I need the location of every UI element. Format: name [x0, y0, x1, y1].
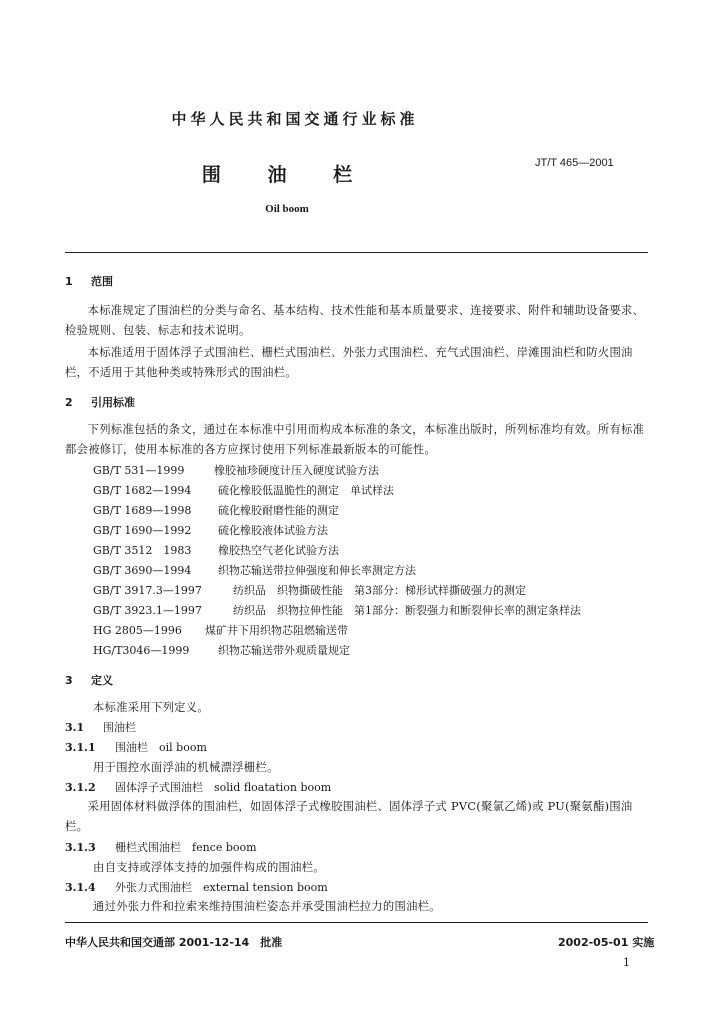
definition-heading [65, 839, 257, 855]
header-divider [65, 252, 648, 253]
reference-item [93, 482, 394, 498]
reference-code: HG 2805—1996 [93, 624, 182, 637]
definition-heading [65, 719, 136, 735]
standard-org-title: 中华人民共和国交通行业标准 [171, 110, 419, 128]
section-2-heading [65, 394, 135, 410]
footer-divider [65, 922, 648, 923]
reference-item [93, 462, 379, 478]
effective-date: 2002-05-01 实施 [558, 936, 655, 949]
reference-title: 煤矿井下用织物芯阻燃输送带 [205, 624, 348, 637]
section-number: 2 [65, 396, 73, 409]
definition-text: 由自支持或浮体支持的加强件构成的围油栏。 [93, 861, 325, 874]
reference-item [93, 582, 526, 598]
reference-title: 硫化橡胶低温脆性的测定 单试样法 [218, 484, 394, 497]
page-number: 1 [623, 956, 630, 969]
definition-title: 固体浮子式围油栏 solid floatation boom [115, 781, 332, 794]
section-1-paragraph-1: 本标准规定了围油栏的分类与命名、基本结构、技术性能和基本质量要求、连接要求、附件和辅助设备要求、检验规则、包装、标志和技术说明。 [65, 304, 645, 337]
definition-text: 通过外张力件和拉索来维持围油栏姿态并承受围油栏拉力的围油栏。 [93, 900, 441, 913]
reference-code: GB/T 3690—1994 [93, 564, 192, 577]
reference-title: 橡胶热空气老化试验方法 [218, 544, 339, 557]
reference-item [93, 642, 350, 658]
definition-number: 3.1.3 [65, 841, 96, 854]
definition-number: 3.1 [65, 721, 85, 734]
definition-heading [65, 879, 328, 895]
reference-item [93, 562, 416, 578]
section-number: 3 [65, 674, 73, 687]
reference-code: GB/T 1682—1994 [93, 484, 192, 497]
section-title: 定义 [91, 674, 113, 687]
reference-code: GB/T 3923.1—1997 [93, 604, 202, 617]
definition-text: 用于围控水面浮油的机械漂浮栅栏。 [93, 761, 279, 774]
reference-title: 纺织品 织物拉伸性能 第1部分：断裂强力和断裂伸长率的测定条样法 [233, 604, 581, 617]
reference-title: 硫化橡胶液体试验方法 [218, 524, 328, 537]
definition-heading [65, 779, 331, 795]
reference-item [93, 522, 328, 538]
issuer-approval: 中华人民共和国交通部 2001-12-14 批准 [65, 936, 283, 949]
reference-item [93, 502, 339, 518]
section-3-intro: 本标准采用下列定义。 [93, 701, 209, 714]
definition-heading [65, 739, 207, 755]
section-title: 范围 [91, 275, 113, 288]
reference-code: GB/T 531—1999 [93, 464, 185, 477]
section-1-heading [65, 273, 113, 289]
section-1-paragraph-2: 本标准适用于固体浮子式围油栏、栅栏式围油栏、外张力式围油栏、充气式围油栏、岸滩围油栏和防火围油栏，不适用于其他种类或特殊形式的围油栏。 [65, 346, 633, 379]
standard-code: JT/T 465—2001 [535, 157, 614, 169]
reference-title: 橡胶袖珍硬度计压入硬度试验方法 [214, 464, 379, 477]
reference-item [93, 622, 348, 638]
reference-title: 织物芯输送带外观质量规定 [218, 644, 350, 657]
section-3-heading [65, 672, 113, 688]
section-2-intro: 下列标准包括的条文，通过在本标准中引用而构成本标准的条文，本标准出版时，所列标准均有效。所有标准都会被修订，使用本标准的各方应探讨使用下列标准最新版本的可能性。 [65, 423, 645, 456]
reference-title: 硫化橡胶耐磨性能的测定 [218, 504, 339, 517]
reference-title: 织物芯输送带拉伸强度和伸长率测定方法 [218, 564, 416, 577]
english-subtitle: Oil boom [265, 203, 309, 215]
definition-text: 采用固体材料做浮体的围油栏，如固体浮子式橡胶围油栏、固体浮子式 PVC(聚氯乙烯)或 PU(聚氨酯)围油栏。 [65, 800, 633, 833]
reference-code: GB/T 1690—1992 [93, 524, 192, 537]
reference-code: GB/T 3917.3—1997 [93, 584, 202, 597]
reference-code: GB/T 1689—1998 [93, 504, 192, 517]
reference-code: GB/T 3512 1983 [93, 544, 192, 557]
definition-number: 3.1.1 [65, 741, 96, 754]
definition-title: 外张力式围油栏 external tension boom [115, 881, 328, 894]
reference-item [93, 542, 339, 558]
reference-item [93, 602, 581, 618]
section-title: 引用标准 [91, 396, 135, 409]
page-title: 围 油 栏 [201, 164, 373, 186]
reference-title: 纺织品 织物撕破性能 第3部分：梯形试样撕破强力的测定 [233, 584, 526, 597]
reference-code: HG/T3046—1999 [93, 644, 190, 657]
definition-title: 围油栏 [103, 721, 136, 734]
section-number: 1 [65, 275, 73, 288]
definition-title: 围油栏 oil boom [115, 741, 207, 754]
definition-title: 栅栏式围油栏 fence boom [115, 841, 257, 854]
definition-number: 3.1.2 [65, 781, 96, 794]
definition-number: 3.1.4 [65, 881, 96, 894]
